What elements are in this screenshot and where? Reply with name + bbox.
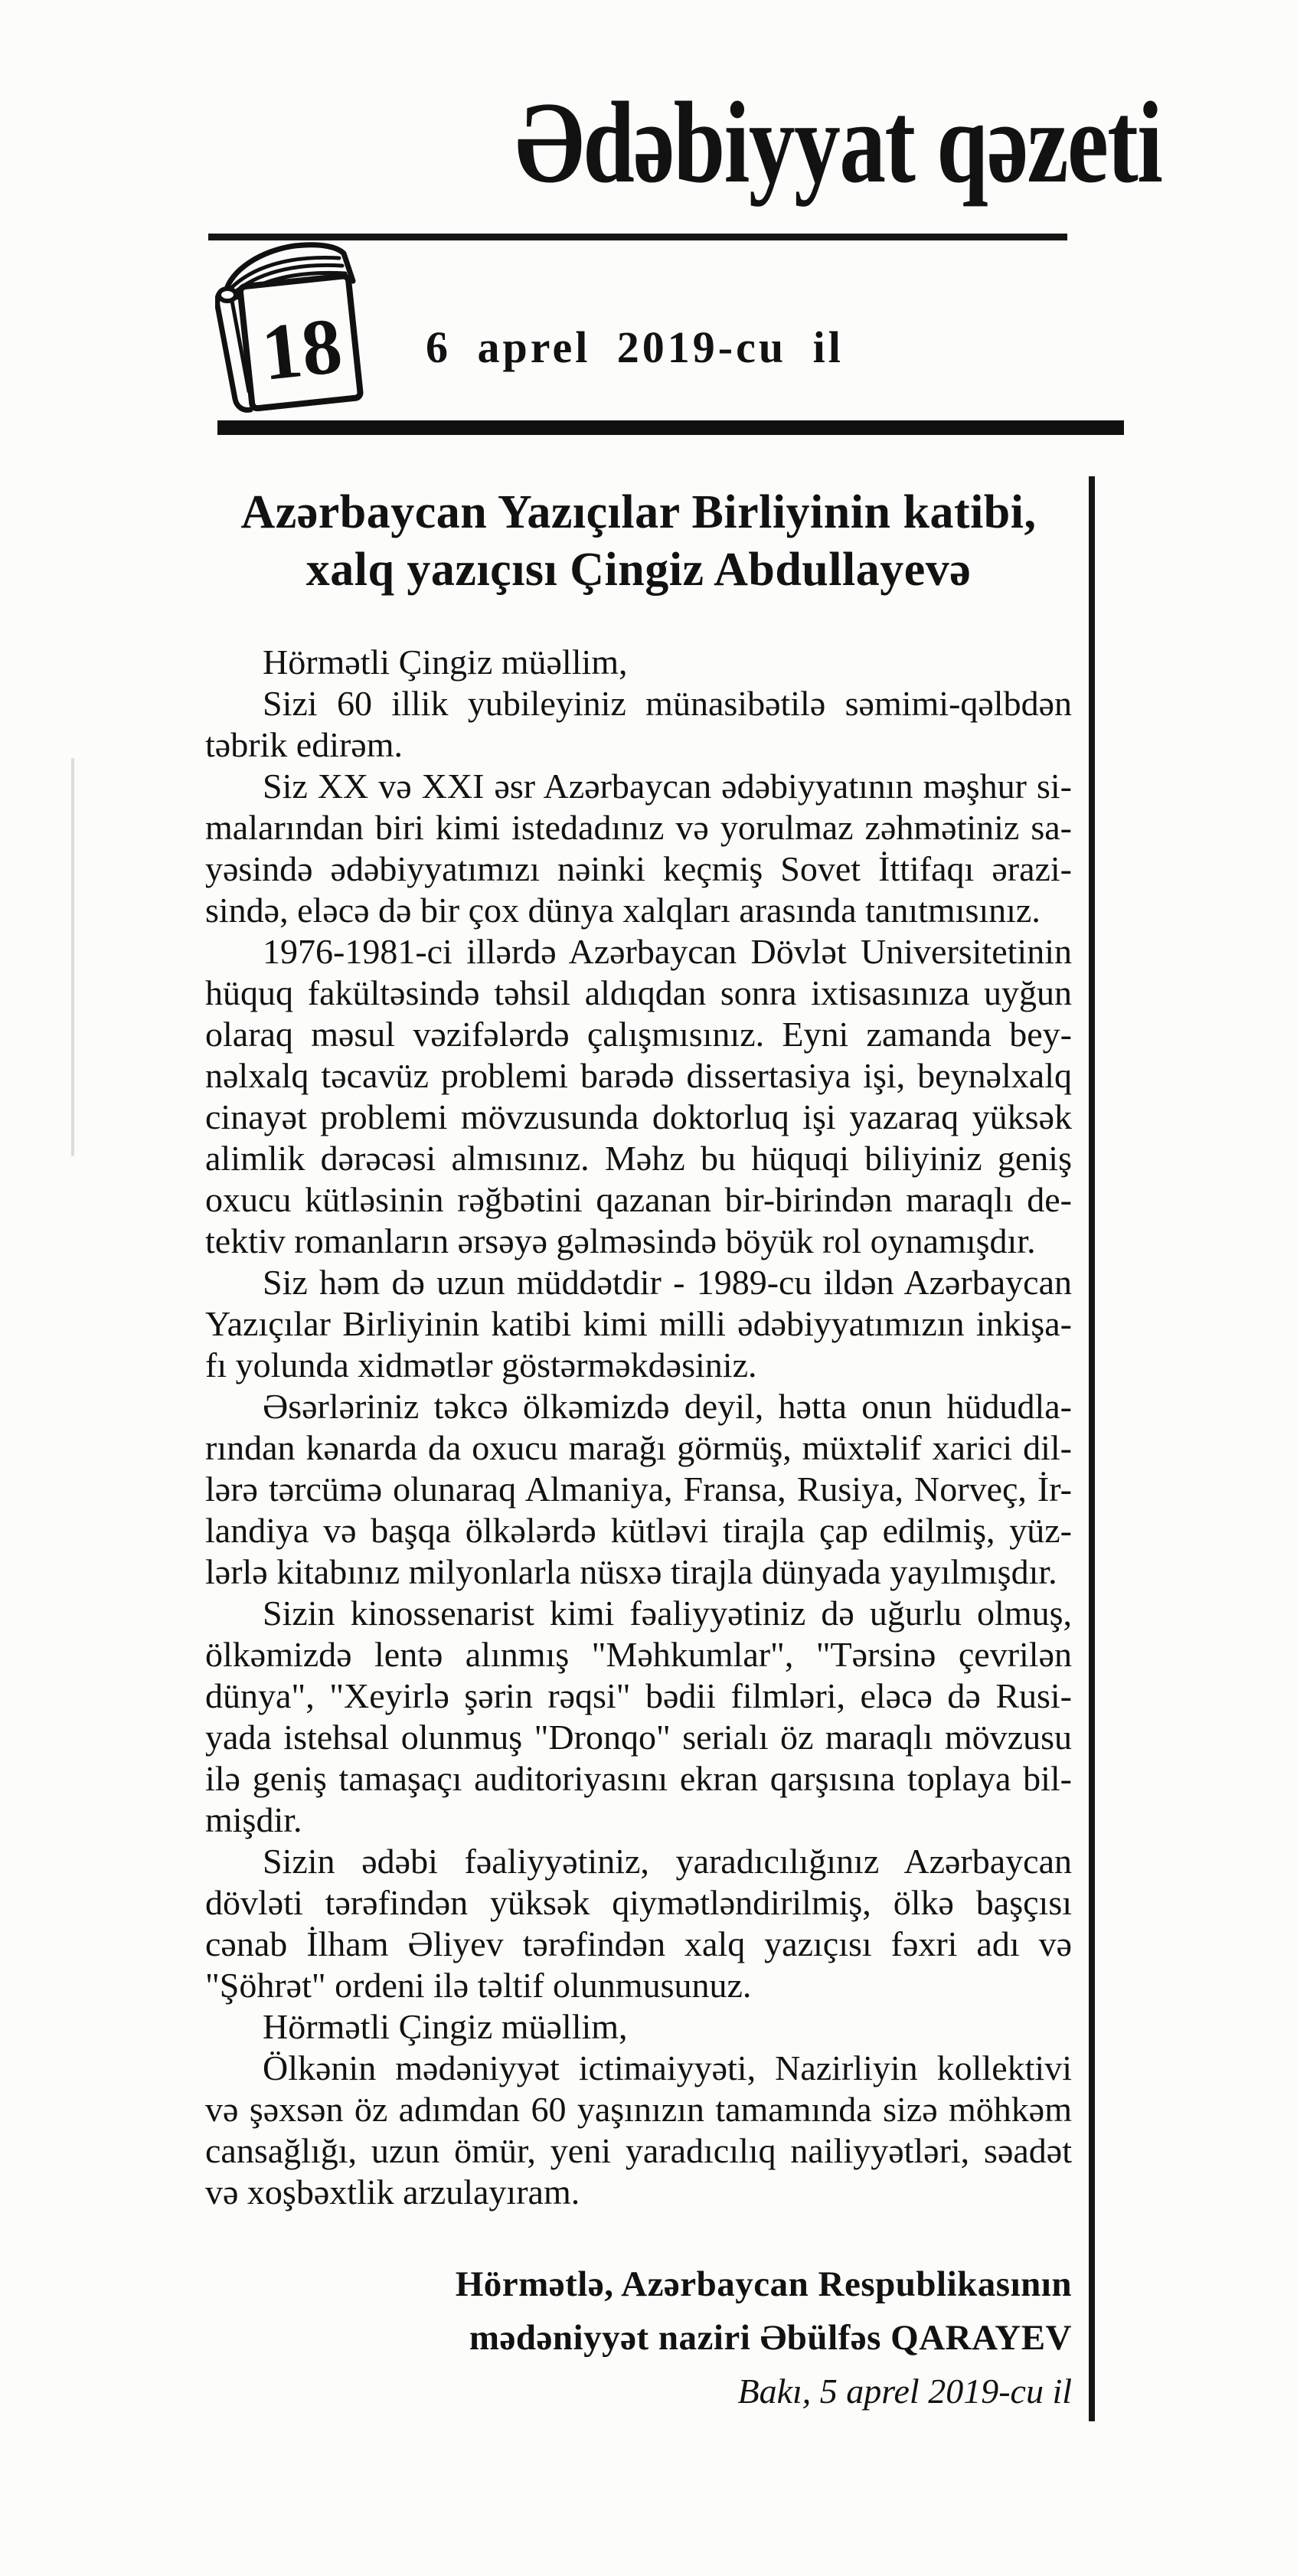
issue-number: 18 — [257, 301, 346, 397]
signature-dateline: Bakı, 5 aprel 2019-cu il — [737, 2372, 1072, 2411]
paragraph-line: Sizin kinossenarist kimi fəaliyyətiniz də uğurlu olmuş, — [263, 1594, 1072, 1633]
paragraph — [205, 1841, 1072, 2006]
paragraph-line: Əsərləriniz təkcə ölkəmizdə deyil, hətta onun hüdudla- — [263, 1387, 1072, 1426]
paragraph-line: Siz XX və XXI əsr Azərbaycan ədəbiyyatının məşhur si- — [263, 767, 1072, 806]
paragraph-line: Hörmətli Çingiz müəllim, — [263, 2007, 628, 2046]
signature-line-1: Hörmətlə, Azərbaycan Respublikasının — [455, 2264, 1072, 2304]
paragraph-line: təbrik edirəm. — [205, 725, 403, 764]
article-body — [205, 642, 1072, 2213]
signature-block — [205, 2257, 1072, 2418]
paragraph — [205, 2006, 1072, 2048]
paragraph — [205, 766, 1072, 931]
paragraph-line: dövləti tərəfindən yüksək qiymətləndirilmiş, ölkə başçısı — [205, 1883, 1072, 1922]
paragraph — [205, 1262, 1072, 1386]
paragraph — [205, 2048, 1072, 2213]
paragraph-line: fı yolunda xidmətlər göstərməkdəsiniz. — [205, 1345, 757, 1384]
paragraph-line: cansağlığı, uzun ömür, yeni yaradıcılıq nailiyyətləri, səadət — [205, 2131, 1072, 2170]
article-heading — [205, 484, 1072, 599]
book-icon — [215, 241, 385, 414]
paragraph-line: Sizi 60 illik yubileyiniz münasibətilə səmimi-qəlbdən — [263, 684, 1072, 723]
article-heading-line-1: Azərbaycan Yazıçılar Birliyinin katibi, — [240, 486, 1037, 538]
paragraph-line: ölkəmizdə lentə alınmış "Məhkumlar", "Tərsinə çevrilən — [205, 1635, 1072, 1674]
paragraph-line: dünya", "Xeyirlə şərin rəqsi" bədii filmləri, eləcə də Rusi- — [205, 1676, 1072, 1715]
paragraph-line: ilə geniş tamaşaçı auditoriyasını ekran qarşısına toplaya bil- — [205, 1759, 1072, 1798]
paragraph-line: oxucu kütləsinin rəğbətini qazanan bir-birindən maraqlı de- — [205, 1180, 1072, 1219]
paragraph-line: "Şöhrət" ordeni ilə təltif olunmusunuz. — [205, 1966, 752, 2005]
paragraph-line: rından kənarda da oxucu marağı görmüş, müxtəlif xarici dil- — [205, 1428, 1072, 1467]
paragraph-line: sində, eləcə də bir çox dünya xalqları arasında tanıtmısınız. — [205, 891, 1041, 930]
paragraph-line: landiya və başqa ölkələrdə kütləvi tirajla çap edilmiş, yüz- — [205, 1511, 1072, 1550]
column-right-rule — [1089, 476, 1095, 2421]
paragraph-line: Ölkənin mədəniyyət ictimaiyyəti, Nazirliyin kollektivi — [263, 2048, 1072, 2087]
signature-line-2: mədəniyyət naziri Əbülfəs QARAYEV — [469, 2318, 1072, 2358]
paragraph — [205, 683, 1072, 766]
paragraph-line: Sizin ədəbi fəaliyyətiniz, yaradıcılığınız Azərbaycan — [263, 1842, 1072, 1881]
paragraph-line: Hörmətli Çingiz müəllim, — [263, 642, 628, 682]
paragraph-line: lərlə kitabınız milyonlarla nüsxə tirajla dünyada yayılmışdır. — [205, 1552, 1057, 1591]
paragraph — [205, 1593, 1072, 1841]
newspaper-title: Ədəbiyyat qəzeti — [515, 78, 1162, 207]
masthead-top-rule — [208, 234, 1067, 240]
paragraph-line: cinayət problemi mövzusunda doktorluq işi yazaraq yüksək — [205, 1097, 1072, 1136]
paragraph-line: tektiv romanların ərsəyə gəlməsində böyük rol oynamışdır. — [205, 1221, 1036, 1260]
issue-badge — [215, 241, 385, 414]
paragraph-line: hüquq fakültəsində təhsil aldıqdan sonra ixtisasınıza uyğun — [205, 973, 1072, 1012]
masthead — [515, 78, 1181, 207]
paragraph-line: alimlik dərəcəsi almısınız. Məhz bu hüquqi biliyiniz geniş — [205, 1139, 1072, 1178]
paragraph-line: nəlxalq təcavüz problemi barədə dissertasiya işi, beynəlxalq — [205, 1056, 1072, 1095]
paragraph — [205, 1386, 1072, 1593]
paragraph-line: 1976-1981-ci illərdə Azərbaycan Dövlət Universitetinin — [263, 932, 1072, 971]
paragraph-line: və xoşbəxtlik arzulayıram. — [205, 2172, 580, 2212]
paragraph-line: Siz həm də uzun müddətdir - 1989-cu ildən Azərbaycan — [263, 1263, 1072, 1302]
paragraph-line: cənab İlham Əliyev tərəfindən xalq yazıçısı fəxri adı və — [205, 1924, 1072, 1963]
issue-date: 6 aprel 2019-cu il — [426, 322, 844, 372]
paragraph-line: lərə tərcümə olunaraq Almaniya, Fransa, Rusiya, Norveç, İr- — [205, 1469, 1072, 1509]
masthead-bottom-rule — [217, 420, 1124, 435]
paragraph-line: malarından biri kimi istedadınız və yorulmaz zəhmətiniz sa- — [205, 808, 1072, 847]
scan-artifact — [71, 758, 74, 1156]
paragraph — [205, 642, 1072, 683]
paragraph-line: Yazıçılar Birliyinin katibi kimi milli ədəbiyyatımızın inkişa- — [205, 1304, 1072, 1343]
paragraph-line: yada istehsal olunmuş "Dronqo" serialı öz maraqlı mövzusu — [205, 1718, 1072, 1757]
paragraph-line: yəsində ədəbiyyatımızı nəinki keçmiş Sovet İttifaqı ərazi- — [205, 849, 1072, 888]
paragraph-line: və şəxsən öz adımdan 60 yaşınızın tamamında sizə möhkəm — [205, 2090, 1072, 2129]
paragraph — [205, 931, 1072, 1262]
article-heading-line-2: xalq yazıçısı Çingiz Abdullayevə — [305, 544, 972, 596]
paragraph-line: mişdir. — [205, 1800, 302, 1839]
paragraph-line: olaraq məsul vəzifələrdə çalışmısınız. Eyni zamanda bey- — [205, 1015, 1072, 1054]
